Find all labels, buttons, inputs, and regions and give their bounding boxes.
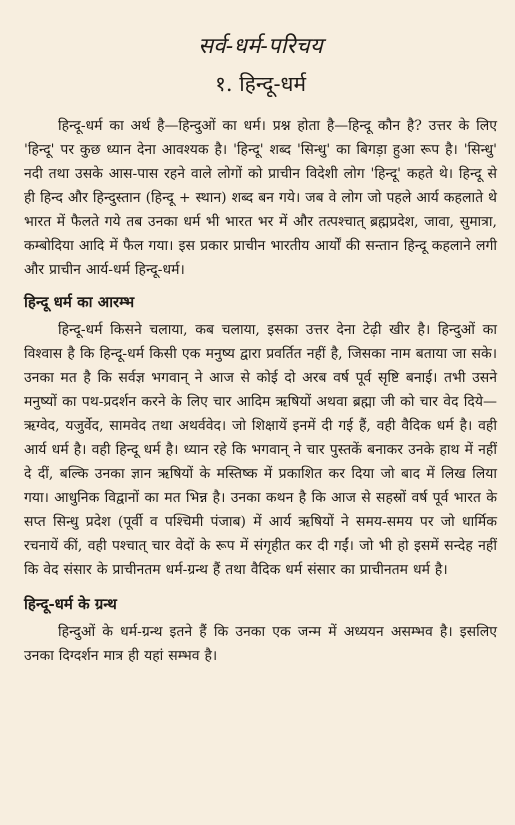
section-heading-origin: हिन्दू धर्म का आरम्भ xyxy=(24,292,135,311)
intro-paragraph: हिन्दू-धर्म का अर्थ है—हिन्दुओं का धर्म। प्रश्न होता है—हिन्दू कौन है? उत्तर के लिए 'हिन्दू' पर कुछ ध्यान देना आवश्यक है। 'हिन्दू' शब्द 'सिन्धु' का बिगड़ा हुआ रूप है। 'सिन्धु' नदी तथा उसके आस-पास रहने वाले लोगों को प्राचीन विदेशी लोग 'हिन्दू' कहते थे। हिन्दू से ही हिन्द और हिन्दुस्तान (हिन्दू + स्थान) शब्द बन गये। जब वे लोग जो पहले आर्य कहलाते थे भारत में फैलते गये तब उनका धर्म भी भारत भर में और तत्पश्चात् ब्रह्मप्रदेश, जावा, सुमात्रा, कम्बोदिया आदि में फैल गया। इस प्रकार प्राचीन भारतीय आर्यों की सन्तान हिन्दू कहलाने लगी और प्राचीन आर्य-धर्म हिन्दू-धर्म। xyxy=(24,117,497,278)
scriptures-paragraph: हिन्दुओं के धर्म-ग्रन्थ इतने हैं कि उनका एक जन्म में अध्ययन असम्भव है। इसलिए उनका दिग्दर्शन मात्र ही यहां सम्भव है। xyxy=(24,623,497,664)
section-heading-scriptures: हिन्दू-धर्म के ग्रन्थ xyxy=(24,594,117,613)
origin-paragraph: हिन्दू-धर्म किसने चलाया, कब चलाया, इसका उत्तर देना टेढ़ी खीर है। हिन्दुओं का विश्वास है कि हिन्दू-धर्म किसी एक मनुष्य द्वारा प्रवर्तित नहीं है, जिसका नाम बताया जा सके। उनका मत है कि सर्वज्ञ भगवान् ने आज से कोई दो अरब वर्ष पूर्व सृष्टि बनाई। तभी उसने मनुष्यों का पथ-प्रदर्शन करने के लिए चार आदिम ऋषियों अथवा ब्रह्मा जी को चार वेद दिये—ऋग्वेद, यजुर्वेद, सामवेद तथा अथर्ववेद। जो शिक्षायें इनमें दी गई हैं, वही वैदिक धर्म है। वही आर्य धर्म है। वही हिन्दू धर्म है। ध्यान रहे कि भगवान् ने चार पुस्तकें बनाकर उनके हाथ में नहीं दे दीं, बल्कि उनका ज्ञान ऋषियों के मस्तिष्क में प्रकाशित कर दिया जो बाद में लिख लिया गया। आधुनिक विद्वानों का मत भिन्न है। उनका कथन है कि आज से सहस्रों वर्ष पूर्व भारत के सप्त सिन्धु प्रदेश (पूर्वी व पश्चिमी पंजाब) में आर्य ऋषियों ने समय-समय पर जो धार्मिक रचनायें कीं, वही पश्चात् चार वेदों के रूप में संगृहीत कर दी गईं। जो भी हो इसमें सन्देह नहीं कि वेद संसार के प्राचीनतम धर्म-ग्रन्थ हैं तथा वैदिक धर्म संसार का प्राचीनतम धर्म है। xyxy=(24,321,497,578)
book-title: सर्व-धर्म-परिचय xyxy=(198,34,323,59)
chapter-title: १. हिन्दू-धर्म xyxy=(214,72,307,97)
